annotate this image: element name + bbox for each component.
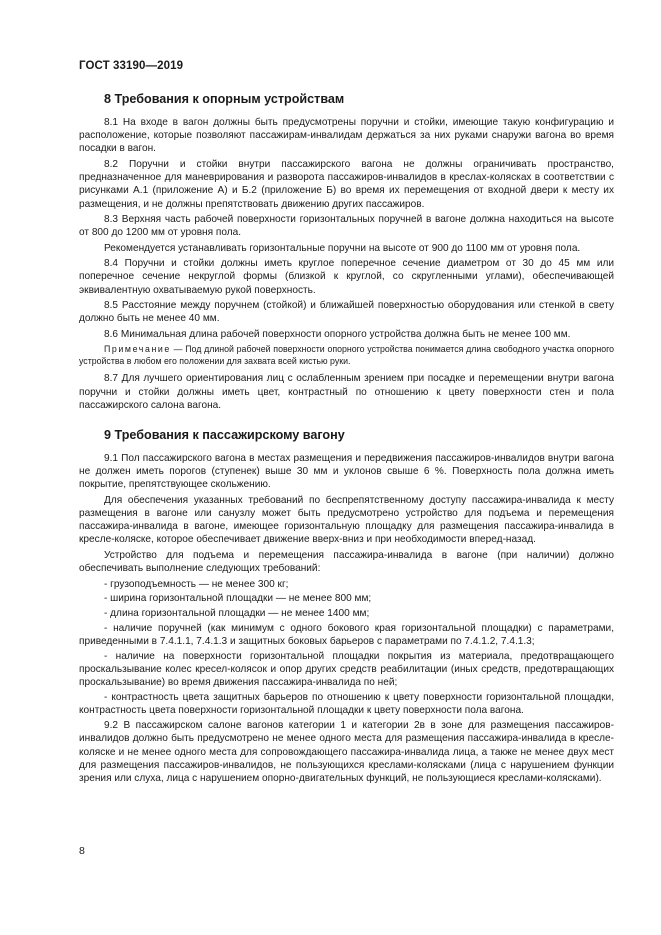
paragraph-8-2: 8.2 Поручни и стойки внутри пассажирского вагона не должны ограничивать пространство, предназначенное для маневрирования и разворота пассажиров-инвалидов в креслах-колясках в соответствии с рисунками А.1 (приложение А) и Б.2 (приложение Б) во время их перемещения от входной двери к месту их размещения, и не должны препятствовать движению других пассажиров. xyxy=(79,158,614,210)
paragraph-device: Устройство для подъема и перемещения пассажира-инвалида в вагоне (при наличии) должно обеспечивать выполнение следующих требований: xyxy=(79,549,614,575)
document-header: ГОСТ 33190—2019 xyxy=(79,60,184,72)
document-body xyxy=(79,92,614,788)
list-item: - грузоподъемность — не менее 300 кг; xyxy=(104,578,289,590)
paragraph-8-7: 8.7 Для лучшего ориентирования лиц с ослабленным зрением при посадке и перемещении внутри вагона поручни и стойки должны иметь цвет, контрастный по отношению к цвету поверхности стен и пола пассажирского салона вагона. xyxy=(79,373,614,411)
list-item: - контрастность цвета защитных барьеров по отношению к цвету поверхности горизонтальной площадки, контрастность цвета поверхности горизонтальной площадки к цвету поверхности пола вагона. xyxy=(79,691,614,716)
paragraph-8-4: 8.4 Поручни и стойки должны иметь круглое поперечное сечение диаметром от 30 до 45 мм или поперечное сечение некруглой формы (близкой к круглой, со скругленными углами), обеспечивающей эквивалентную охватываемую рукой поверхность. xyxy=(79,258,614,296)
section-9-title: 9 Требования к пассажирскому вагону xyxy=(104,427,345,442)
note xyxy=(79,343,614,367)
requirements-list xyxy=(79,578,614,718)
paragraph-8-3-recommendation: Рекомендуется устанавливать горизонтальные поручни на высоте от 900 до 1100 мм от уровня пола. xyxy=(104,242,581,254)
section-8-title: 8 Требования к опорным устройствам xyxy=(104,92,345,106)
list-item: - длина горизонтальной площадки — не менее 1400 мм; xyxy=(104,608,370,620)
list-item: - ширина горизонтальной площадки — не менее 800 мм; xyxy=(104,593,372,605)
paragraph-8-6: 8.6 Минимальная длина рабочей поверхности опорного устройства должна быть не менее 100 мм. xyxy=(104,328,571,340)
note-label: Примечание xyxy=(104,344,171,355)
paragraph-access: Для обеспечения указанных требований по беспрепятственному доступу пассажира-инвалида к месту размещения в вагоне или санузлу может быть предусмотрено устройство для подъема и перемещения пассажира-инвалида в вагоне, имеющее горизонтальную площадку для размещения пассажира-инвалида в кресле-коляске, которое обеспечивает движение вверх-вниз и при необходимости вперед-назад. xyxy=(79,494,614,546)
list-item: - наличие поручней (как минимум с одного бокового края горизонтальной площадки) с параметрами, приведенными в 7.4.1.1, 7.4.1.3 и защитных боковых барьеров с параметрами по 7.4.1.2, 7.4.1.3; xyxy=(79,622,614,647)
page-number: 8 xyxy=(79,845,85,857)
paragraph-9-2: 9.2 В пассажирском салоне вагонов категории 1 и категории 2в в зоне для размещения пассажиров-инвалидов должно быть предусмотрено не менее одного места для размещения пассажира-инвалида в кресле-коляске и не менее одного места для сопровождающего пассажира-инвалида лица, а также не менее двух мест для размещения пассажиров-инвалидов, не пользующихся креслами-колясками (лица с нарушением функции зрения или слуха, лица с нарушением опорно-двигательных функций, не пользующиеся креслами-колясками). xyxy=(79,720,614,784)
paragraph-9-1: 9.1 Пол пассажирского вагона в местах размещения и передвижения пассажиров-инвалидов внутри вагона не должен иметь порогов (ступенек) выше 30 мм и уклонов свыше 6 %. Поверхность пола должна иметь покрытие, препятствующее скольжению. xyxy=(79,452,614,491)
note-text: — Под длиной рабочей поверхности опорного устройства понимается длина свободного участка опорного устройства в любом его положении для захвата всей кистью руки. xyxy=(79,344,614,367)
paragraph-8-3: 8.3 Верхняя часть рабочей поверхности горизонтальных поручней в вагоне должна находиться на высоте от 800 до 1200 мм от уровня пола. xyxy=(79,214,614,239)
paragraph-8-1: 8.1 На входе в вагон должны быть предусмотрены поручни и стойки, имеющие такую конфигурацию и расположение, которые позволяют пассажирам-инвалидам держаться за них руками снаружи вагона во время посадки в вагон. xyxy=(79,117,614,155)
list-item: - наличие на поверхности горизонтальной площадки покрытия из материала, предотвращающего проскальзывание колес кресел-колясок и опор других средств реабилитации (иных средств, предотвращающих проскальзывание) во время движения пассажира-инвалида по ней; xyxy=(79,650,614,689)
paragraph-8-5: 8.5 Расстояние между поручнем (стойкой) и ближайшей поверхностью оборудования или стенкой в свету должно быть не менее 40 мм. xyxy=(79,300,614,325)
